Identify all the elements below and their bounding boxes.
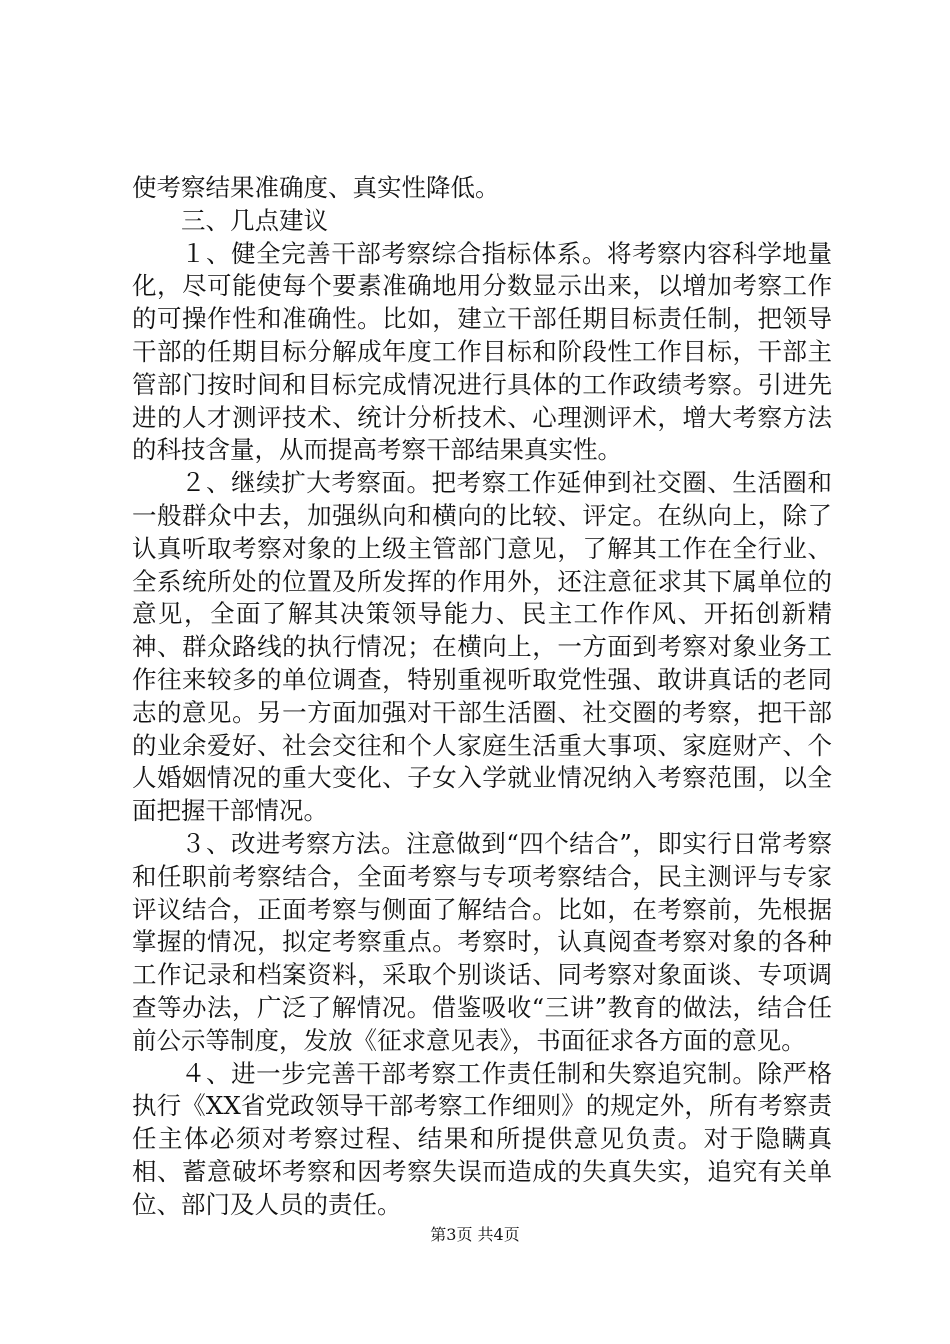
section-heading: 三、几点建议 xyxy=(181,205,328,235)
page-footer: 第3页 共4页 xyxy=(430,1225,520,1244)
paragraph-suggestion-4: ４、进一步完善干部考察工作责任制和失察追究制。除严格执行《XX省党政领导干部考察工作细则》的规定外，所有考察责任主体必须对考察过程、结果和所提供意见负责。对于隐瞒真相、蓄意破坏考察和因考察失误而造成的失真失实，追究有关单位、部门及人员的责任。 xyxy=(132,1058,832,1219)
paragraph-suggestion-1: １、健全完善干部考察综合指标体系。将考察内容科学地量化，尽可能使每个要素准确地用分数显示出来，以增加考察工作的可操作性和准确性。比如，建立干部任期目标责任制，把领导干部的任期目标分解成年度工作目标和阶段性工作目标，干部主管部门按时间和目标完成情况进行具体的工作政绩考察。引进先进的人才测评技术、统计分析技术、心理测评术，增大考察方法的科技含量，从而提高考察干部结果真实性。 xyxy=(132,238,832,465)
document-body xyxy=(132,172,832,1222)
paragraph-continuation: 使考察结果准确度、真实性降低。 xyxy=(132,173,500,202)
paragraph-suggestion-3: ３、改进考察方法。注意做到“四个结合”，即实行日常考察和任职前考察结合，全面考察与专项考察结合，民主测评与专家评议结合，正面考察与侧面了解结合。比如，在考察前，先根据掌握的情况，拟定考察重点。考察时，认真阅查考察对象的各种工作记录和档案资料，采取个别谈话、同考察对象面谈、专项调查等办法，广泛了解情况。借鉴吸收“三讲”教育的做法，结合任前公示等制度，发放《征求意见表》，书面征求各方面的意见。 xyxy=(132,828,832,1055)
paragraph-suggestion-2: ２、继续扩大考察面。把考察工作延伸到社交圈、生活圈和一般群众中去，加强纵向和横向的比较、评定。在纵向上，除了认真听取考察对象的上级主管部门意见，了解其工作在全行业、全系统所处的位置及所发挥的作用外，还注意征求其下属单位的意见，全面了解其决策领导能力、民主工作作风、开拓创新精神、群众路线的执行情况；在横向上，一方面到考察对象业务工作往来较多的单位调查，特别重视听取党性强、敢讲真话的老同志的意见。另一方面加强对干部生活圈、社交圈的考察，把干部的业余爱好、社会交往和个人家庭生活重大事项、家庭财产、个人婚姻情况的重大变化、子女入学就业情况纳入考察范围，以全面把握干部情况。 xyxy=(132,468,832,826)
